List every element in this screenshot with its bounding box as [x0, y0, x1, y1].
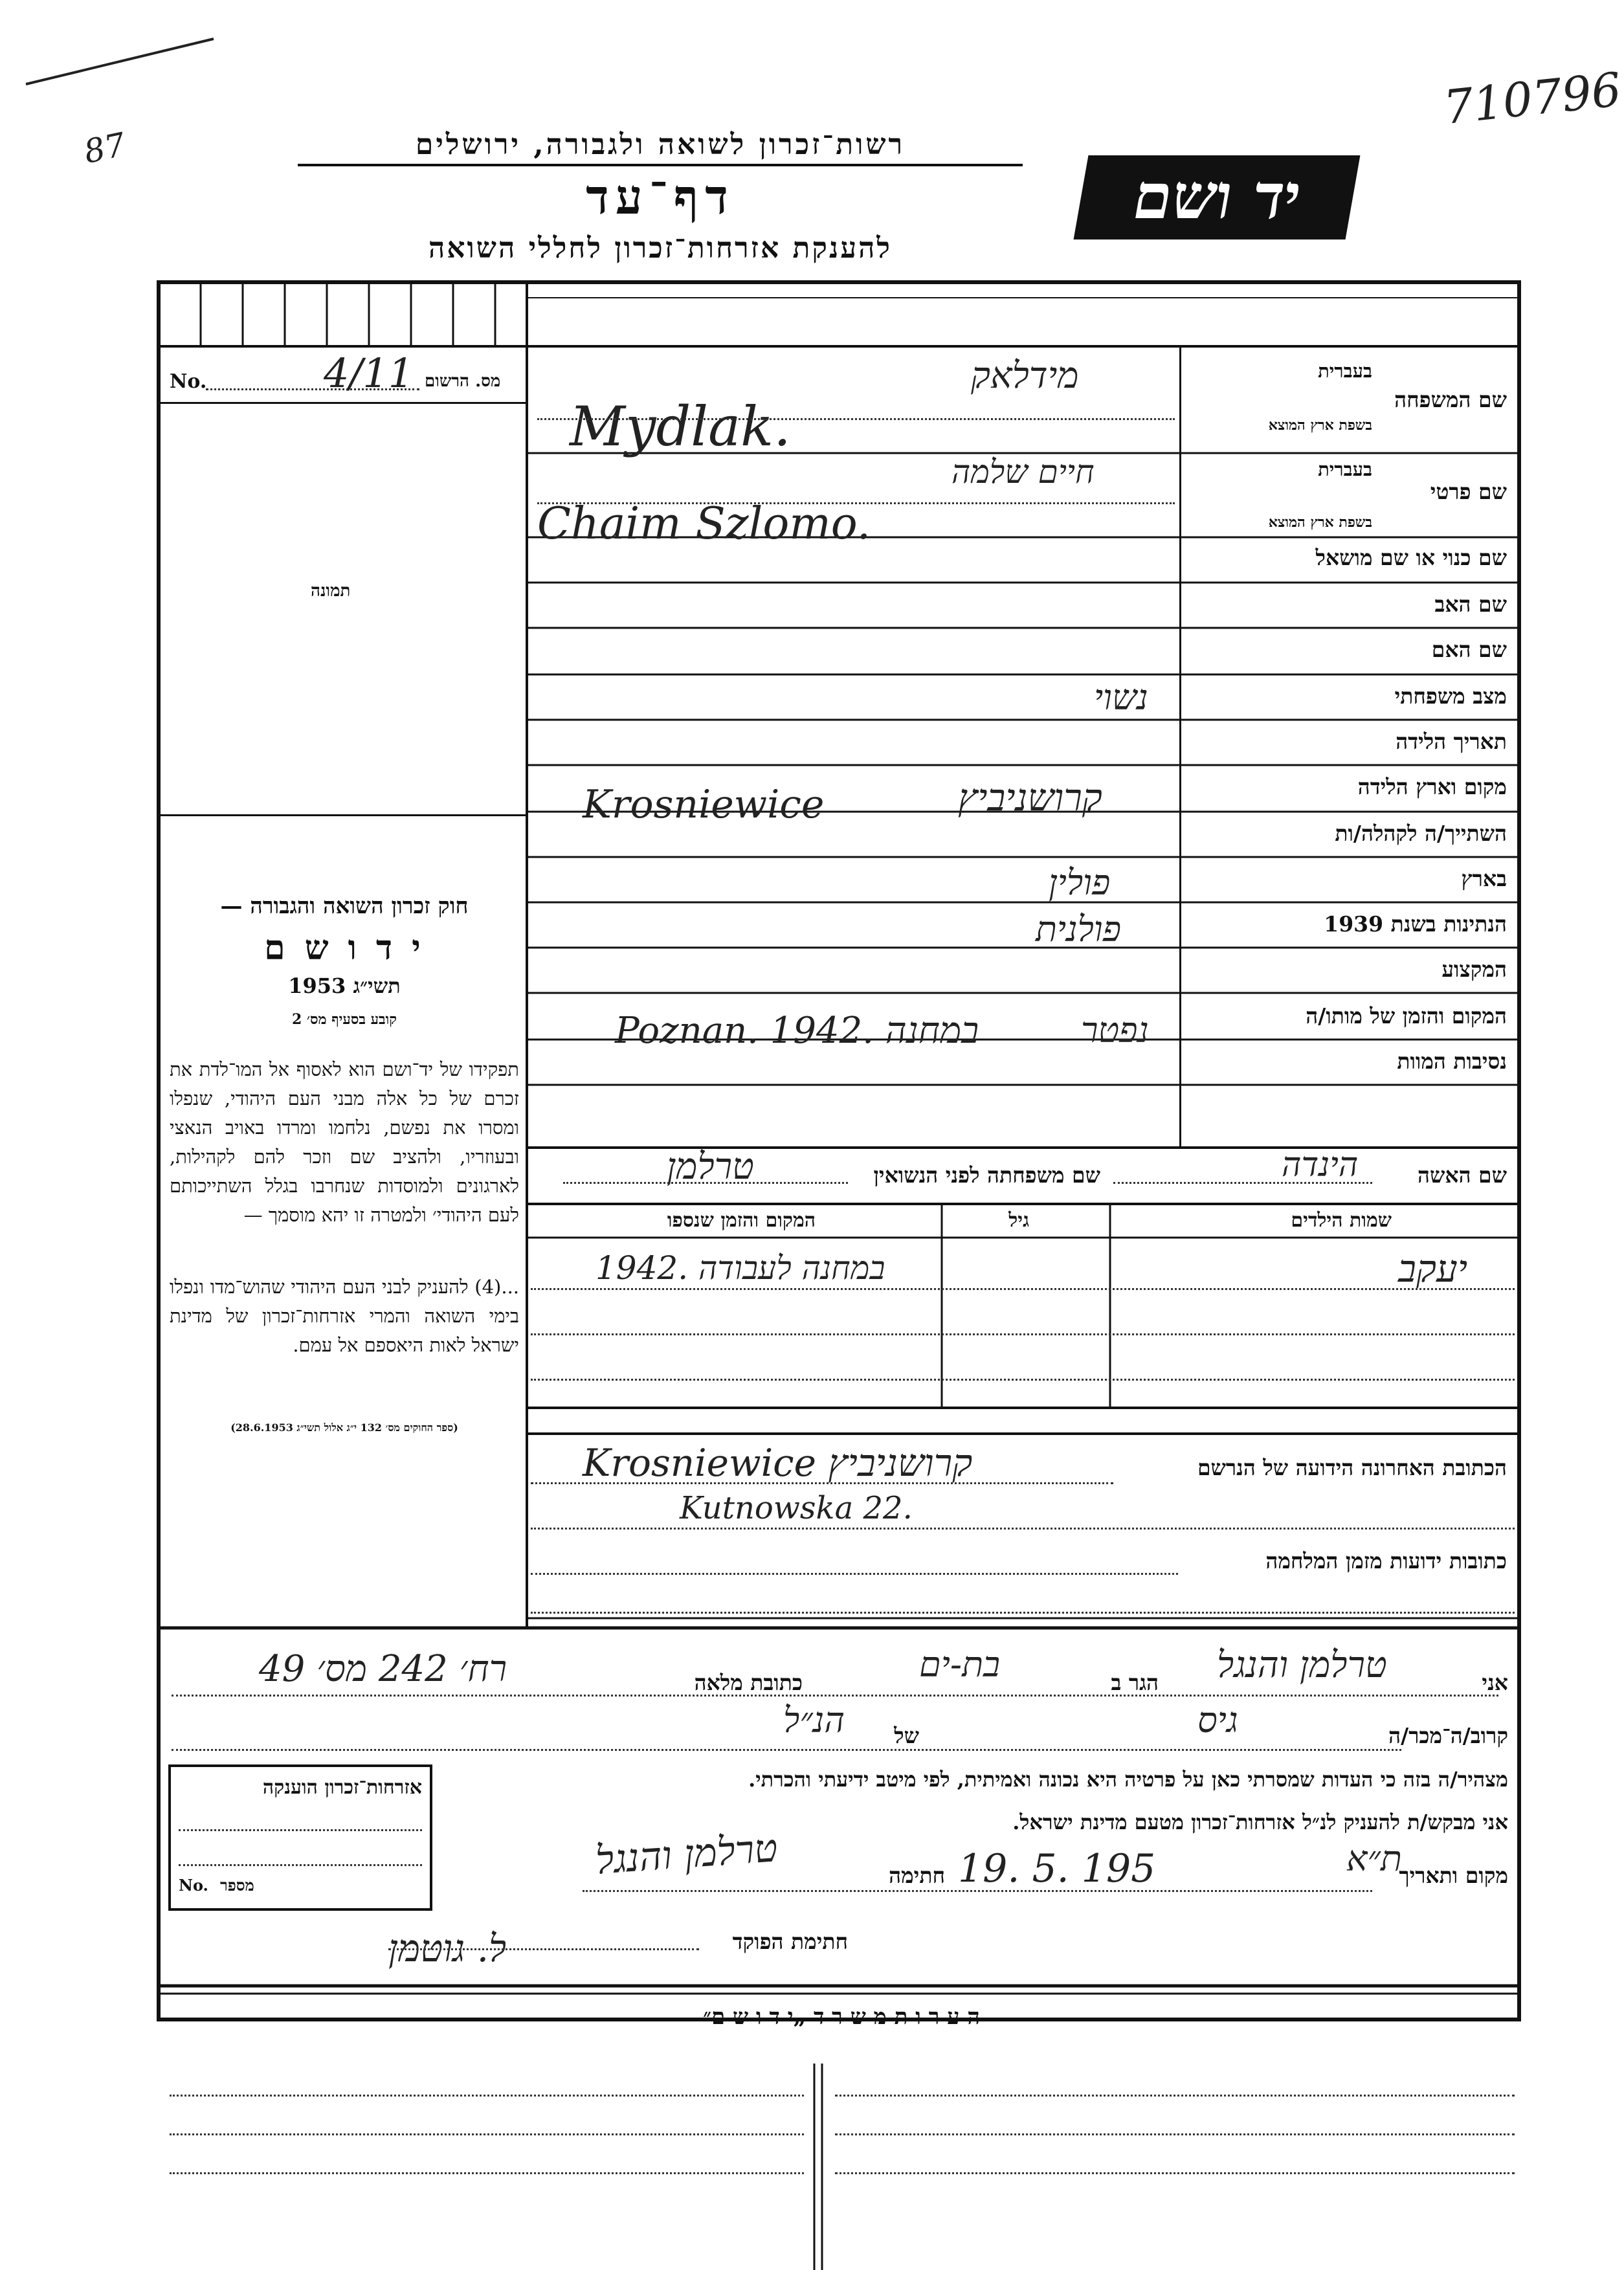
registration-no-label: No.	[170, 370, 207, 393]
profession-label: המקצוע	[1441, 957, 1507, 982]
last-address-value-1: Krosniewice קרושניביץ	[583, 1441, 973, 1485]
citizenship-1939-label: הנתינות בשנת 1939	[1324, 911, 1507, 937]
given-hebrew-label: בעברית	[1318, 458, 1372, 480]
death-place-value: Poznan. 1942. במחנה	[615, 1010, 979, 1052]
remarks-line-5	[170, 2172, 804, 2174]
given-name-label: שם פרטי	[1430, 479, 1507, 504]
nickname-label: שם כנוי או שם מושאל	[1315, 545, 1507, 570]
maiden-dotted	[563, 1182, 848, 1184]
surname-latin-value: Mydlak.	[570, 395, 791, 458]
surname-hebrew-label: בעברית	[1318, 360, 1372, 382]
child-dotted-3	[531, 1379, 1515, 1381]
remarks-heading: ה ע ר ו ת מ ש ר ד „י ד ו ש ם״	[703, 2004, 980, 2030]
full-address-value: רח׳ 242 מס׳ 49	[259, 1648, 507, 1690]
law-paragraph-2: ...(4) להעניק לבני העם היהודי שהוש־מדו ונפלו בימי השואה והמרי אזרחות־זכרון של מדינת ישראל לאות היאספם אל עמם.	[170, 1276, 519, 1356]
birthplace-label: מקום וארץ הלידה	[1357, 774, 1507, 799]
of-value: הנ״ל	[783, 1700, 845, 1741]
declarant-dotted-3	[583, 1890, 1372, 1892]
of-label: של	[894, 1723, 919, 1748]
address-dotted-1	[531, 1482, 1113, 1484]
declarant-name: טרלמן והנגל	[1217, 1644, 1387, 1686]
archive-number: 710796	[1441, 61, 1624, 135]
maiden-name-label: שם משפחתה לפני הנשואין	[873, 1163, 1100, 1188]
surname-dotted	[537, 418, 1175, 420]
remarks-line-4	[835, 2133, 1515, 2135]
mother-label: שם האם	[1431, 637, 1507, 662]
photo-label: תמונה	[311, 581, 351, 601]
wife-label: שם האשה	[1418, 1163, 1507, 1188]
birthdate-label: תאריך הלידה	[1396, 729, 1507, 754]
last-address-label: הכתובת האחרונה הידועה של הנרשם	[1197, 1455, 1507, 1480]
officer-signature-label: חתימת הפוקד	[732, 1929, 848, 1954]
remarks-line-6	[835, 2172, 1515, 2174]
law-title: חוק זכרון השואה והגבורה —	[220, 893, 469, 919]
children-place-col: המקום והזמן שנספו	[667, 1209, 816, 1232]
full-address-label: כתובת מלאה	[694, 1670, 803, 1695]
death-place-extra: נפטר	[1081, 1010, 1149, 1051]
officer-dotted	[388, 1948, 699, 1950]
law-paragraph-1: תפקידו של יד־ושם הוא לאסוף אל המו־לדת את זכרם של כל אלה מבני העם היהודי, שנפלו ומסרו את נפשם, נלחמו ומרדו באויב הנאצי ובעוזריו, ולהציב שם וזכר להם לקהילות, לארגונים ולמוסדות שנחרבו בגלל השתייכותם לעם היהודי׳ ולמטרה זו יהא מוסמך —	[170, 1058, 519, 1226]
given-dotted	[537, 502, 1175, 504]
birthplace-latin-value: Krosniewice	[583, 782, 825, 827]
remarks-line-2	[835, 2095, 1515, 2097]
child-dotted-1	[531, 1288, 1515, 1290]
given-hebrew-value: חיים שלמה	[951, 453, 1095, 491]
given-origin-label: בשפת ארץ המוצא	[1268, 514, 1372, 531]
father-label: שם האב	[1434, 592, 1507, 617]
citizenship-dotted-2	[179, 1864, 422, 1866]
registration-label: מס. הרשום	[425, 372, 501, 391]
address-dotted-3	[531, 1573, 1178, 1575]
law-year: תשי״ג 1953	[288, 974, 401, 998]
child-place: 1942. במחנה לעבודה	[595, 1249, 885, 1287]
address-dotted-2	[531, 1528, 1515, 1530]
remarks-line-1	[170, 2095, 804, 2097]
resides-label: הגר ב	[1111, 1670, 1159, 1695]
law-section: קובע בסעיף מס׳ 2	[291, 1011, 397, 1028]
relation-label: קרוב/ה־מכר/ה	[1388, 1723, 1508, 1748]
form-title: דף־עד	[586, 170, 735, 225]
declarant-signature: טרלמן והנגל	[594, 1825, 779, 1884]
death-circumstances-label: נסיבות המוות	[1397, 1049, 1507, 1074]
place-date-prefix: ת״א	[1346, 1838, 1402, 1879]
wife-dotted	[1113, 1182, 1372, 1184]
children-name-col: שמות הילדים	[1291, 1209, 1392, 1232]
law-reference: (ספר החוקים מס׳ 132 י״ג אלול תשי״ג 28.6.1953)	[230, 1421, 458, 1434]
wife-value: הינדה	[1282, 1146, 1359, 1185]
maiden-name-value: טרלמן	[667, 1146, 754, 1188]
registration-value: 4/11	[324, 350, 414, 397]
address-dotted-4	[531, 1612, 1515, 1614]
country-value: פולין	[1049, 862, 1111, 903]
death-place-label: המקום והזמן של מותו/ה	[1306, 1003, 1507, 1029]
declarant-dotted-2	[172, 1749, 1401, 1751]
yad-vashem-logo: יד ושם	[1074, 155, 1361, 239]
surname-origin-label: בשפת ארץ המוצא	[1268, 417, 1372, 434]
country-label: בארץ	[1461, 866, 1507, 891]
declarant-i-label: אני	[1482, 1670, 1508, 1695]
law-name: י ד ו ש ם	[264, 928, 425, 968]
declarant-dotted-1	[172, 1695, 1498, 1697]
child-dotted-2	[531, 1333, 1515, 1335]
surname-hebrew-value: מידלאק	[971, 355, 1079, 397]
last-address-value-2: Kutnowska 22.	[680, 1490, 913, 1526]
declaration-text: מצהיר/ה בזה כי העדות שמסרתי כאן על פרטיה היא נכונה ואמיתית, לפי מיטב ידיעתי והכרתי.	[748, 1767, 1508, 1792]
citizenship-dotted-1	[179, 1829, 422, 1831]
signature-label: חתימה	[889, 1863, 945, 1888]
relation-value: גיס	[1197, 1700, 1238, 1741]
marital-value: נשוי	[1094, 677, 1148, 718]
remarks-line-3	[170, 2133, 804, 2135]
marital-label: מצב משפחתי	[1394, 684, 1507, 709]
citizenship-no-label: No.	[179, 1876, 208, 1895]
child-name: יעקב	[1398, 1247, 1468, 1291]
given-latin-value: Chaim Szlomo.	[537, 498, 871, 550]
declarant-city: בת-ים	[919, 1644, 1001, 1685]
citizenship-no-heb: מספר	[220, 1876, 254, 1895]
form-subtitle: להענקת אזרחות־זכרון לחללי השואה	[428, 232, 892, 265]
surname-label: שם המשפחה	[1394, 387, 1507, 412]
citizenship-box	[168, 1764, 432, 1911]
war-address-label: כתובות ידועות מזמן המלחמה	[1265, 1548, 1507, 1574]
place-date-value: 19. 5. 195	[958, 1846, 1156, 1891]
officer-signature: ל. גוטמן	[388, 1926, 507, 1970]
authority-line: רשות־זכרון לשואה ולגבורה, ירושלים	[298, 128, 1023, 166]
margin-number: 87	[80, 126, 129, 171]
citizenship-1939-value: פולנית	[1036, 909, 1122, 950]
children-age-col: גיל	[1008, 1209, 1029, 1232]
citizenship-box-title: אזרחות־זכרון הוענקה	[262, 1776, 422, 1799]
request-text: אני מבקש/ת להעניק לנ״ל אזרחות־זכרון מטעם מדינת ישראל.	[1012, 1810, 1508, 1834]
community-label: השתייך/ה לקהלה/ות	[1335, 821, 1507, 846]
birthplace-hebrew-value: קרושניביץ	[958, 775, 1102, 819]
place-date-label: מקום ותאריך	[1399, 1863, 1508, 1888]
